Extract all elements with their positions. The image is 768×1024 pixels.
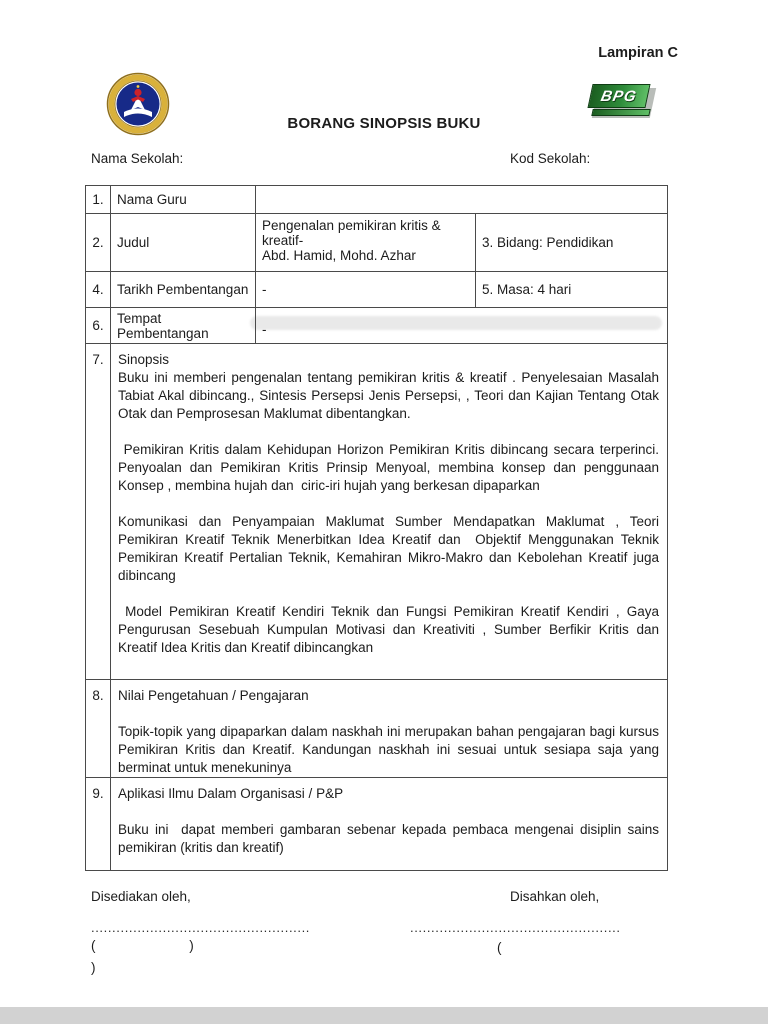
table-row-tempat: [86, 308, 667, 344]
bpg-logo-plate: [587, 84, 650, 108]
aplikasi-paragraph: Buku ini dapat memberi gambaran sebenar kepada pembaca mengenai disiplin sains pemikiran (kritis dan kreatif): [118, 822, 663, 855]
sinopsis-paragraph: Buku ini memberi pengenalan tentang pemikiran kritis & kreatif . Penyelesaian Masalah Tabiat Akal dibincang., Sintesis Persepsi Jenis Persepsi, , Teori dan Kajian Tentang Otak Otak dan Pemprosesan Maklumat dibentangkan.: [118, 370, 663, 421]
sinopsis-paragraph: Model Pemikiran Kreatif Kendiri Teknik dan Fungsi Pemikiran Kreatif Kendiri , Gaya Pengurusan Sesebuah Kumpulan Motivasi dan Kreativiti , Sumber Berfikir Kritis dan Kreatif Idea Kritis dan Kreatif dibincangkan: [118, 604, 663, 655]
row-number: 9.: [86, 778, 111, 870]
bidang-value: 3. Bidang: Pendidikan: [482, 235, 614, 250]
signature-line-right: ..................................................: [410, 920, 621, 935]
judul-label: Judul: [111, 214, 256, 271]
sinopsis-heading: Sinopsis: [118, 352, 170, 367]
tempat-value: -: [262, 322, 267, 337]
nama-guru-value: [256, 186, 667, 213]
nilai-heading: Nilai Pengetahuan / Pengajaran: [118, 688, 309, 703]
tarikh-label: Tarikh Pembentangan: [111, 272, 256, 307]
signature-paren-right: (: [497, 940, 502, 955]
bpg-logo-text: BPG: [599, 87, 639, 105]
row-number: 1.: [86, 186, 111, 213]
judul-value-author: Abd. Hamid, Mohd. Azhar: [262, 248, 416, 263]
masa-value: 5. Masa: 4 hari: [482, 282, 572, 297]
nilai-paragraph: Topik-topik yang dipaparkan dalam naskhah ini merupakan bahan pengajaran bagi kursus Pemikiran Kritis dan Kreatif. Kandungan naskhah ini sesuai untuk sesiapa saja yang berminat untuk menekuninya: [118, 724, 663, 775]
table-row-tarikh: [86, 272, 667, 308]
row-number: 4.: [86, 272, 111, 307]
table-row-sinopsis: [86, 344, 667, 680]
lampiran-label: Lampiran C: [598, 45, 678, 61]
page-title: BORANG SINOPSIS BUKU: [287, 115, 481, 132]
signature-name-parens-left: ( ): [91, 938, 194, 953]
aplikasi-content: [111, 778, 667, 870]
disahkan-label: Disahkan oleh,: [510, 889, 600, 904]
signature-line-left: ....................................................: [91, 920, 311, 935]
sinopsis-content: [111, 344, 667, 679]
synopsis-form-table: [85, 185, 668, 871]
aplikasi-heading: Aplikasi Ilmu Dalam Organisasi / P&P: [118, 786, 344, 801]
signature-paren-left-close: ): [91, 960, 96, 975]
sinopsis-paragraph: Komunikasi dan Penyampaian Maklumat Sumber Mendapatkan Maklumat , Teori Pemikiran Kreatif Teknik Menerbitkan Idea Kreatif dan Objektif Menggunakan Teknik Pemikiran Kreatif Pertalian Teknik, Kemahiran Mikro-Makro dan Kebolehan Kreatif juga dibincang: [118, 514, 663, 583]
tarikh-value: -: [256, 272, 476, 307]
table-row-aplikasi: [86, 778, 667, 870]
row-number: 6.: [86, 308, 111, 343]
nama-sekolah-label: Nama Sekolah:: [91, 151, 184, 166]
row-number: 7.: [86, 344, 111, 679]
sinopsis-paragraph: Pemikiran Kritis dalam Kehidupan Horizon Pemikiran Kritis dibincang secara terperinci. Penyoalan dan Pemikiran Kritis Prinsip Menyoal, membina konsep dan penggunaan Konsep , membina hujah dan ciric-iri hujah yang berkesan dipaparkan: [118, 442, 667, 493]
kod-sekolah-label: Kod Sekolah:: [510, 151, 591, 166]
table-row-nilai: [86, 680, 667, 778]
row-number: 8.: [86, 680, 111, 777]
judul-value: [256, 214, 476, 271]
table-row-nama-guru: [86, 186, 667, 214]
disediakan-label: Disediakan oleh,: [91, 889, 191, 904]
page-bottom-margin: [0, 1007, 768, 1024]
nama-guru-label: Nama Guru: [111, 186, 256, 213]
row-number: 2.: [86, 214, 111, 271]
tempat-label: Tempat Pembentangan: [111, 308, 256, 343]
table-row-judul: [86, 214, 667, 272]
nilai-content: [111, 680, 667, 777]
judul-value-title: Pengenalan pemikiran kritis & kreatif-: [262, 218, 441, 248]
